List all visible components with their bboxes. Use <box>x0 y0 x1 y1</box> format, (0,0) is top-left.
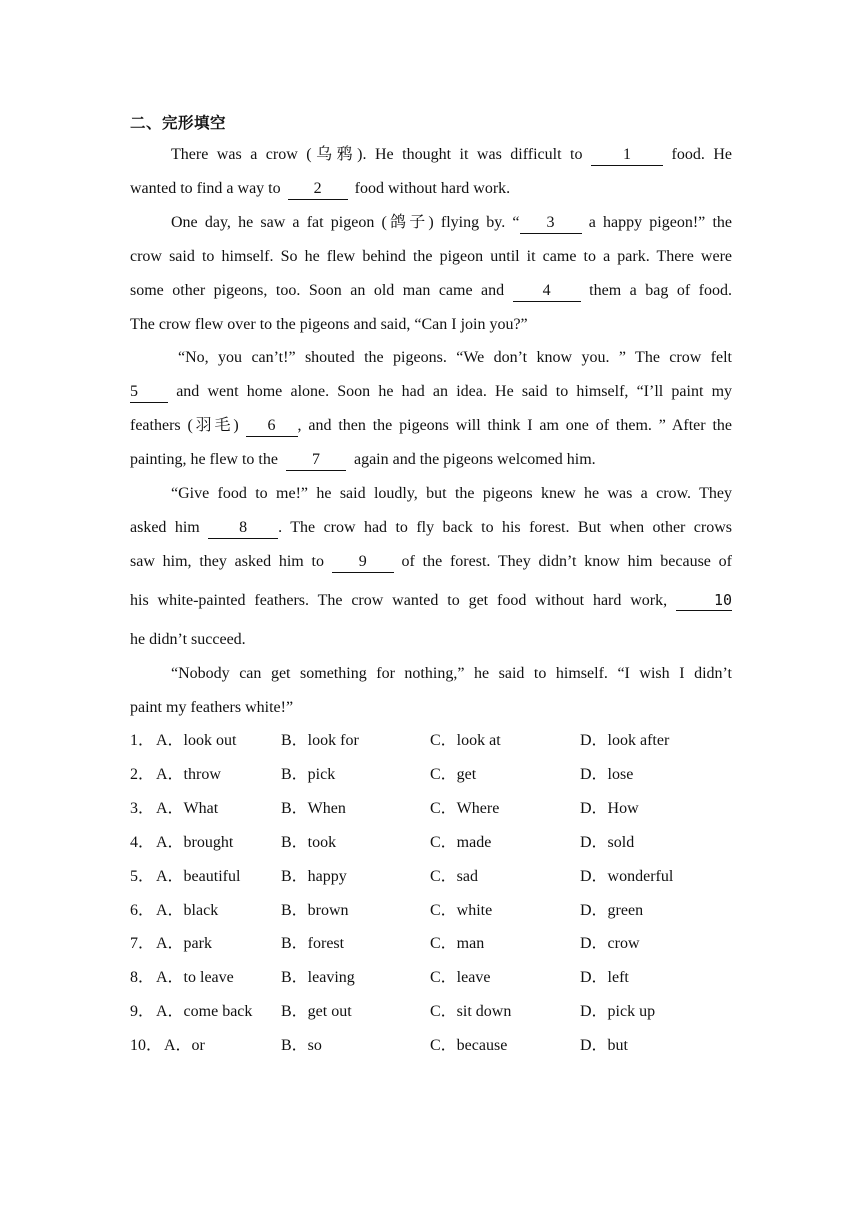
question-row <box>130 932 732 956</box>
option-b: B．forest <box>281 935 345 953</box>
passage-line <box>171 482 732 506</box>
option-c: C．Where <box>430 799 500 817</box>
question-number: 6． <box>130 901 155 919</box>
question-row <box>130 966 732 990</box>
option-c: C．white <box>430 901 493 919</box>
question-number: 9． <box>130 1003 155 1021</box>
option-b: B．took <box>281 833 337 851</box>
blank-10: 10 <box>676 591 732 611</box>
option-d: D．look after <box>580 732 670 749</box>
passage-line <box>130 448 732 472</box>
passage-text: painting, he flew to the <box>130 451 278 468</box>
passage-text: “Give food to me!” he said loudly, but the pigeons knew he was a crow. They <box>171 485 732 502</box>
option-a: A．come back <box>156 1003 253 1021</box>
option-d: D．sold <box>580 833 635 851</box>
passage-text: One day, he saw a fat pigeon (鸽子) flying by. “ <box>171 214 520 231</box>
option-c: C．look at <box>430 732 501 749</box>
option-b: B．happy <box>281 867 347 885</box>
option-a: A．beautiful <box>156 867 241 885</box>
passage-text: “No, you can’t!” shouted the pigeons. “We don’t know you. ” The crow felt <box>178 349 732 366</box>
option-d: D．but <box>580 1037 629 1055</box>
blank-1: 1 <box>591 146 663 166</box>
passage-text: crow said to himself. So he flew behind the pigeon until it came to a park. There were <box>130 248 732 265</box>
passage-line <box>130 550 732 574</box>
option-b: B．When <box>281 799 346 817</box>
question-row <box>130 865 732 889</box>
passage-text: saw him, they asked him to <box>130 553 324 570</box>
passage-line <box>171 662 732 686</box>
question-number: 3． <box>130 799 155 817</box>
question-number: 4． <box>130 833 155 851</box>
question-row <box>130 797 732 821</box>
passage-text: some other pigeons, too. Soon an old man came and <box>130 282 505 299</box>
blank-7: 7 <box>286 451 346 471</box>
passage-line <box>130 177 732 201</box>
passage-line <box>130 589 732 613</box>
passage-text: . The crow had to fly back to his forest. But when other crows <box>278 519 733 536</box>
passage-line <box>130 696 732 720</box>
question-row <box>130 1000 732 1024</box>
option-d: D．pick up <box>580 1003 656 1021</box>
question-row <box>130 729 732 753</box>
blank-5: 5 <box>130 383 168 403</box>
question-number: 10． <box>130 1037 163 1055</box>
passage-text: of the forest. They didn’t know him because of <box>401 553 732 570</box>
passage-line <box>171 143 732 167</box>
blank-4: 4 <box>513 282 581 302</box>
option-d: D．left <box>580 969 629 987</box>
option-a: A．throw <box>156 765 221 783</box>
option-a: A．black <box>156 901 219 919</box>
passage-line <box>178 346 732 370</box>
passage-text: food. He <box>671 146 733 163</box>
option-c: C．get <box>430 765 477 783</box>
passage-text: them a bag of food. <box>589 282 733 299</box>
passage-text: food without hard work. <box>354 180 511 197</box>
passage-text: he didn’t succeed. <box>130 631 246 648</box>
passage-text: a happy pigeon!” the <box>588 214 732 231</box>
passage-text: feathers (羽毛) <box>130 417 239 434</box>
passage-text: and went home alone. Soon he had an idea. He said to himself, “I’ll paint my <box>176 383 733 400</box>
question-number: 7． <box>130 935 155 953</box>
blank-6: 6 <box>246 417 298 437</box>
passage-line <box>130 516 732 540</box>
question-row <box>130 831 732 855</box>
section-heading: 二、完形填空 <box>130 114 227 132</box>
passage-text: wanted to find a way to <box>130 180 281 197</box>
option-d: D．crow <box>580 935 640 953</box>
option-a: A．or <box>164 1037 205 1055</box>
question-row <box>130 899 732 923</box>
passage-line <box>130 414 732 438</box>
passage-text: There was a crow (乌鸦). He thought it was difficult to <box>171 146 583 163</box>
option-a: A．park <box>156 935 212 953</box>
passage-line <box>171 211 732 235</box>
question-number: 2． <box>130 765 155 783</box>
blank-9: 9 <box>332 553 394 573</box>
passage-text: his white-painted feathers. The crow wanted to get food without hard work, <box>130 592 668 609</box>
passage-line <box>130 380 732 404</box>
passage-text: again and the pigeons welcomed him. <box>353 451 596 468</box>
option-d: D．lose <box>580 765 634 783</box>
option-c: C．man <box>430 935 485 953</box>
passage-line <box>130 628 732 652</box>
option-d: D．How <box>580 799 639 817</box>
option-c: C．leave <box>430 969 491 987</box>
question-number: 5． <box>130 867 155 885</box>
option-a: A．brought <box>156 833 234 851</box>
option-d: D．wonderful <box>580 867 674 885</box>
passage-text: , and then the pigeons will think I am one of them. ” After the <box>297 417 732 434</box>
passage-text: The crow flew over to the pigeons and said, “Can I join you?” <box>130 316 528 333</box>
passage-text: paint my feathers white!” <box>130 699 294 716</box>
passage-line <box>130 245 732 269</box>
blank-8: 8 <box>208 519 278 539</box>
option-b: B．brown <box>281 901 349 919</box>
question-row <box>130 763 732 787</box>
option-c: C．sit down <box>430 1003 512 1021</box>
option-b: B．so <box>281 1037 322 1055</box>
passage-text: asked him <box>130 519 200 536</box>
question-number: 8． <box>130 969 155 987</box>
question-number: 1． <box>130 732 155 749</box>
option-a: A．to leave <box>156 969 234 987</box>
blank-2: 2 <box>288 180 348 200</box>
option-b: B．look for <box>281 732 359 749</box>
passage-text: “Nobody can get something for nothing,” he said to himself. “I wish I didn’t <box>171 665 732 682</box>
question-row <box>130 1034 732 1058</box>
option-a: A．look out <box>156 732 237 749</box>
option-c: C．made <box>430 833 492 851</box>
option-b: B．get out <box>281 1003 352 1021</box>
option-a: A．What <box>156 799 219 817</box>
option-c: C．because <box>430 1037 508 1055</box>
passage-line <box>130 279 732 303</box>
option-c: C．sad <box>430 867 479 885</box>
option-d: D．green <box>580 901 644 919</box>
option-b: B．leaving <box>281 969 355 987</box>
passage-line <box>130 313 732 337</box>
blank-3: 3 <box>520 214 582 234</box>
option-b: B．pick <box>281 765 336 783</box>
